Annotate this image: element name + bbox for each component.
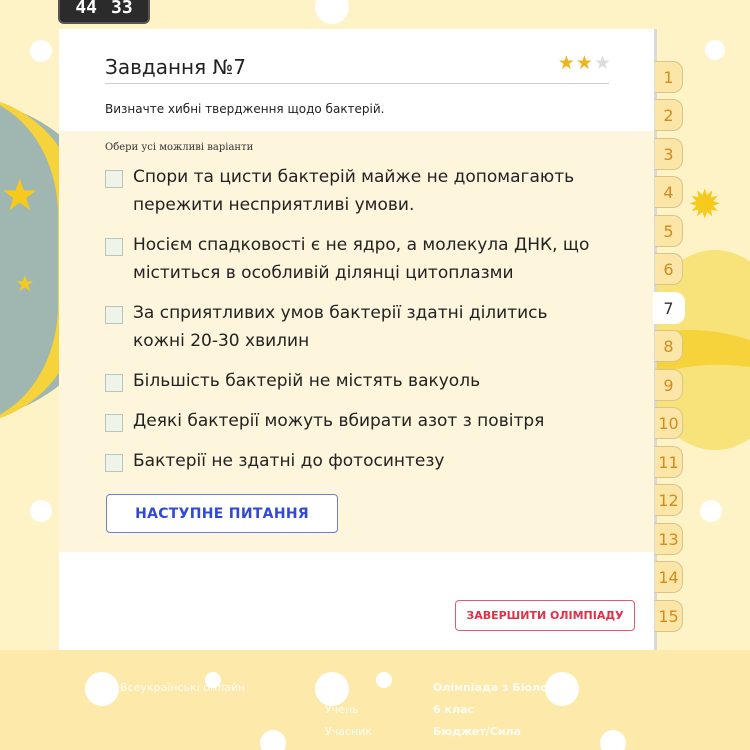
next-question-button[interactable]: НАСТУПНЕ ПИТАННЯ (106, 494, 338, 533)
bg-sun-icon: ✹ (688, 182, 722, 228)
option-6[interactable] (105, 453, 603, 475)
bg-star-icon: ★ (0, 170, 40, 221)
question-tab-10[interactable]: 10 (655, 407, 683, 439)
option-label: Бактерії не здатні до фотосинтезу (133, 451, 445, 471)
question-tab-8[interactable]: 8 (655, 330, 683, 362)
timer-minutes: 44 (75, 0, 97, 18)
footer-plan: Бюджет/Сила (433, 725, 522, 738)
countdown-timer (60, 0, 148, 22)
option-4[interactable] (105, 373, 603, 395)
footer-org: Всеукраїнські онлайн (120, 681, 246, 694)
options-panel (59, 131, 654, 552)
option-5[interactable] (105, 413, 603, 435)
finish-olympiad-button[interactable]: ЗАВЕРШИТИ ОЛІМПІАДУ (455, 600, 635, 631)
checkbox[interactable] (105, 414, 123, 432)
checkbox[interactable] (105, 374, 123, 392)
question-tab-5[interactable]: 5 (655, 215, 683, 247)
question-text: Визначте хибні твердження щодо бактерій. (105, 102, 385, 116)
question-tab-4[interactable]: 4 (655, 176, 683, 208)
task-card (59, 29, 654, 650)
checkbox[interactable] (105, 306, 123, 324)
question-tab-9[interactable]: 9 (655, 369, 683, 401)
footer-grade: 6 клас (433, 703, 474, 716)
option-label: Носієм спадковості є не ядро, а молекула ДНК, що міститься в особливій ділянці цитоплазми (133, 235, 590, 283)
question-tab-3[interactable]: 3 (655, 138, 683, 170)
checkbox[interactable] (105, 170, 123, 188)
task-title: Завдання №7 (105, 53, 609, 84)
option-label: Спори та цисти бактерій майже не допомагають пережити несприятливі умови. (133, 167, 575, 215)
option-label: За сприятливих умов бактерії здатні ділитись кожні 20-30 хвилин (133, 303, 548, 351)
question-tab-11[interactable]: 11 (655, 446, 683, 478)
option-1[interactable] (105, 169, 603, 219)
difficulty-stars (558, 52, 612, 74)
footer-participant: Учасник (325, 725, 372, 738)
star-empty-icon: ★ (593, 52, 612, 74)
bg-star-icon: ★ (15, 272, 35, 297)
question-tab-1[interactable]: 1 (655, 61, 683, 93)
question-tab-14[interactable]: 14 (655, 561, 683, 593)
option-label: Більшість бактерій не містять вакуоль (133, 371, 481, 391)
question-tab-15[interactable]: 15 (655, 600, 683, 632)
question-tab-13[interactable]: 13 (655, 523, 683, 555)
option-3[interactable] (105, 305, 603, 355)
timer-seconds: 33 (111, 0, 133, 18)
star-filled-icon: ★ (557, 52, 576, 74)
question-tab-6[interactable]: 6 (655, 253, 683, 285)
option-2[interactable] (105, 237, 603, 287)
answer-hint: Обери усі можливі варіанти (105, 142, 254, 153)
question-tab-7[interactable]: 7 (653, 292, 685, 324)
option-label: Деякі бактерії можуть вбирати азот з повітря (133, 411, 545, 431)
checkbox[interactable] (105, 238, 123, 256)
footer-olympiad: Олімпіада з Біології (433, 681, 561, 694)
star-filled-icon: ★ (575, 52, 594, 74)
question-tab-2[interactable]: 2 (655, 99, 683, 131)
question-tab-12[interactable]: 12 (655, 484, 683, 516)
checkbox[interactable] (105, 454, 123, 472)
footer-role: Учень (325, 703, 359, 716)
